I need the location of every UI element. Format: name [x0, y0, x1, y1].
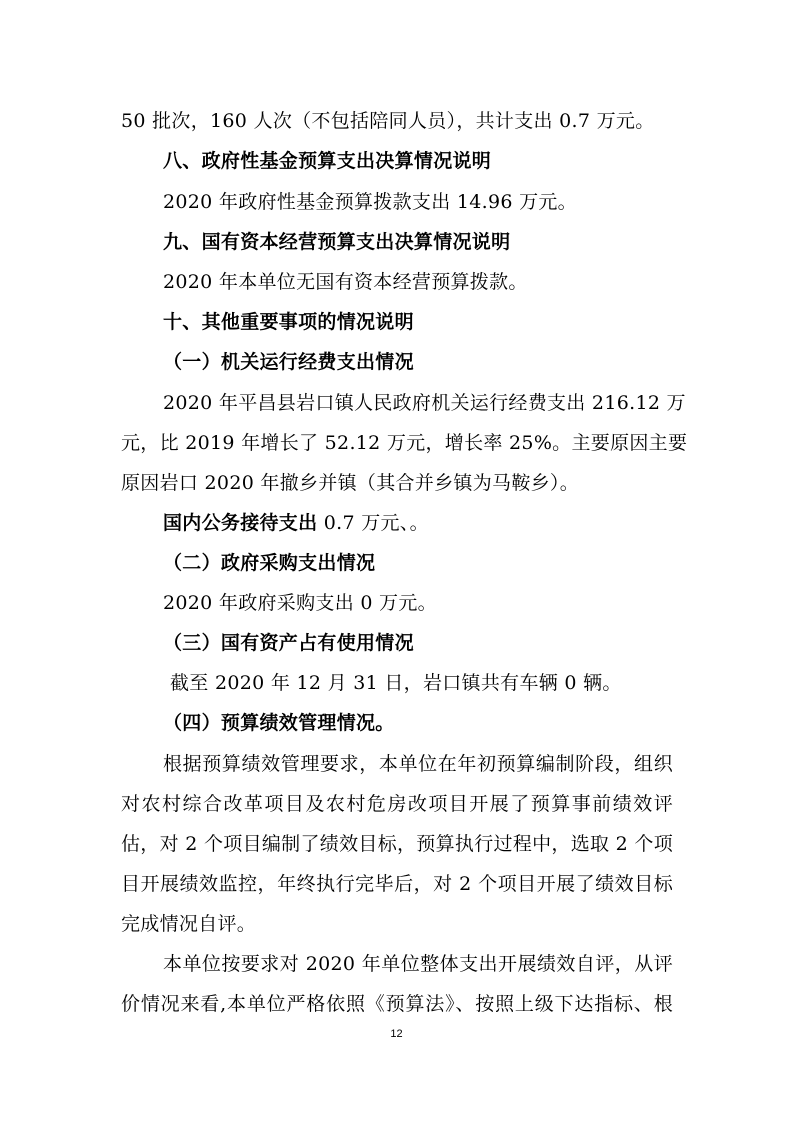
body-line: 50 批次，160 人次（不包括陪同人员），共计支出 0.7 万元。 [121, 110, 655, 132]
subsection-heading-4: （四）预算绩效管理情况。 [163, 712, 395, 734]
body-line: 价情况来看,本单位严格依照《预算法》、按照上级下达指标、根 [121, 993, 673, 1015]
body-line: 本单位按要求对 2020 年单位整体支出开展绩效自评，从评 [163, 953, 673, 975]
body-line: 对农村综合改革项目及农村危房改项目开展了预算事前绩效评 [121, 793, 673, 815]
subsection-heading-3: （三）国有资产占有使用情况 [163, 632, 414, 654]
body-line: 元，比 2019 年增长了 52.12 万元，增长率 25%。主要原因主要 [121, 432, 688, 454]
subsection-heading-1: （一）机关运行经费支出情况 [163, 351, 414, 373]
section-heading-9: 九、国有资本经营预算支出决算情况说明 [163, 231, 511, 253]
body-line: 2020 年政府性基金预算拨款支出 14.96 万元。 [163, 191, 577, 213]
section-heading-10: 十、其他重要事项的情况说明 [163, 311, 414, 333]
body-line: 2020 年平昌县岩口镇人民政府机关运行经费支出 216.12 万 [163, 392, 686, 414]
page-number: 12 [390, 1028, 403, 1040]
body-line: 目开展绩效监控，年终执行完毕后，对 2 个项目开展了绩效目标 [121, 873, 673, 895]
body-line: 根据预算绩效管理要求，本单位在年初预算编制阶段，组织 [163, 753, 673, 775]
body-line: 截至 2020 年 12 月 31 日，岩口镇共有车辆 0 辆。 [170, 672, 622, 694]
reception-expense-value: 0.7 万元、。 [317, 512, 429, 534]
body-line: 2020 年本单位无国有资本经营预算拨款。 [163, 271, 528, 293]
section-heading-8: 八、政府性基金预算支出决算情况说明 [163, 150, 492, 172]
body-line: 完成情况自评。 [121, 913, 257, 935]
reception-expense-label: 国内公务接待支出 [163, 512, 318, 534]
subsection-heading-2: （二）政府采购支出情况 [163, 552, 376, 574]
reception-expense-line [163, 514, 429, 533]
body-line: 原因岩口 2020 年撤乡并镇（其合并乡镇为马鞍乡）。 [121, 472, 580, 494]
body-line: 估，对 2 个项目编制了绩效目标，预算执行过程中，选取 2 个项 [121, 833, 673, 855]
body-line: 2020 年政府采购支出 0 万元。 [163, 592, 437, 614]
